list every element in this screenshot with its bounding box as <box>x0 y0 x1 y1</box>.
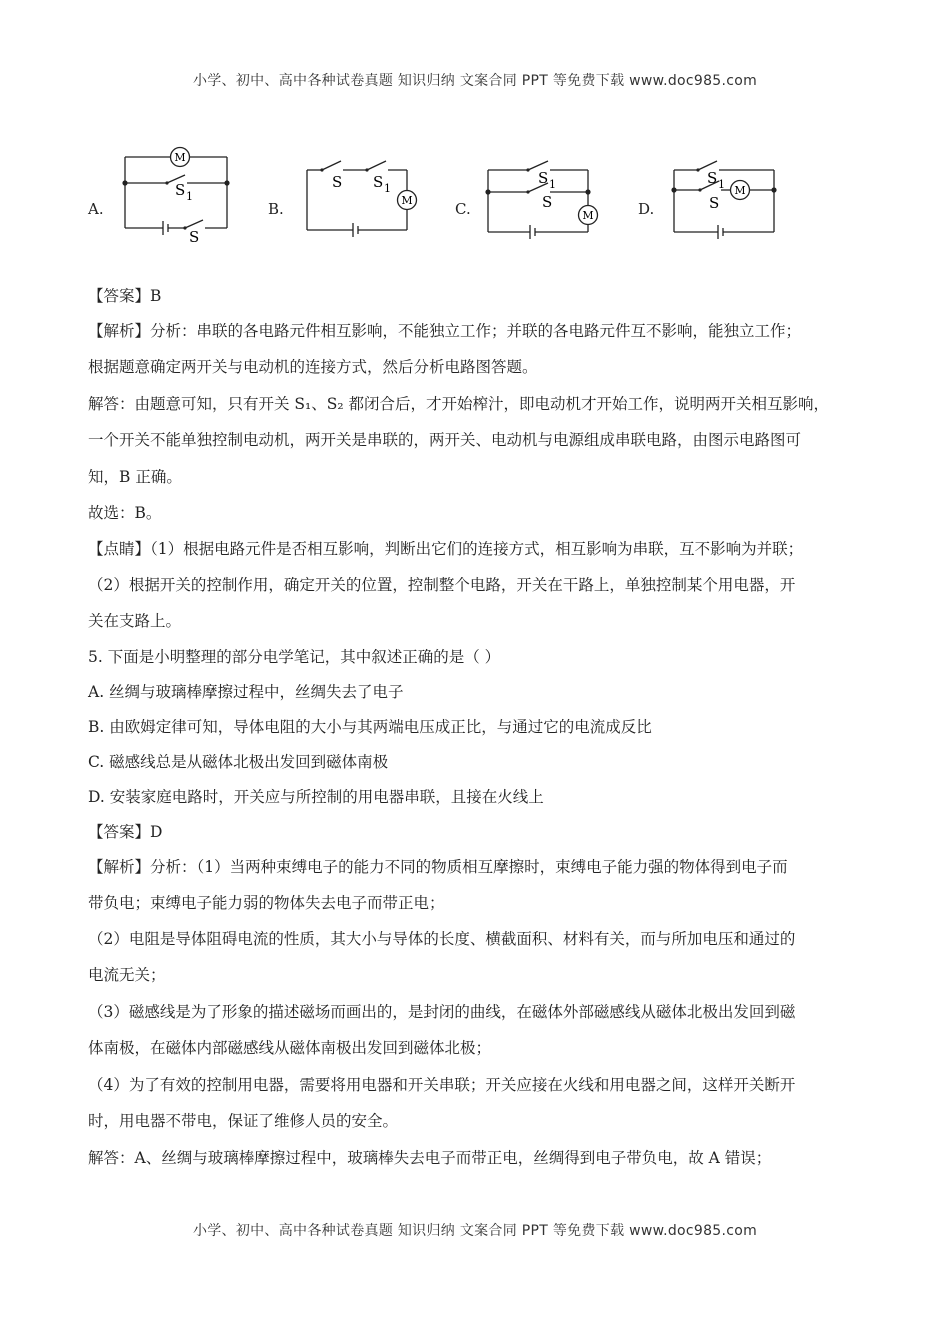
q5-analysis-line-2: 带负电；束缚电子能力弱的物体失去电子而带正电； <box>88 894 445 912</box>
q5-analysis-line-6: 体南极，在磁体内部磁感线从磁体南极出发回到磁体北极； <box>88 1039 492 1057</box>
circuit-diagram-a <box>115 140 240 245</box>
q5-option-a: A. 丝绸与玻璃棒摩擦过程中，丝绸失去了电子 <box>88 683 404 701</box>
switch-s-label-d: S <box>709 194 720 212</box>
motor-label-d: M <box>734 184 746 197</box>
q4-tip-line-3: 关在支路上。 <box>88 612 182 630</box>
q5-analysis-line-4: 电流无关； <box>88 966 166 984</box>
switch-s1-sub-b: 1 <box>384 182 391 195</box>
circuit-diagram-b <box>295 150 435 245</box>
page-header: 小学、初中、高中各种试卷真题 知识归纳 文案合同 PPT 等免费下载 www.doc985.com <box>192 73 758 89</box>
switch-s1-label-a: S <box>175 181 186 199</box>
q5-analysis-line-5: （3）磁感线是为了形象的描述磁场而画出的，是封闭的曲线，在磁体外部磁感线从磁体北极出发回到磁 <box>88 1003 796 1021</box>
motor-label-c: M <box>582 209 594 222</box>
switch-s1-sub-a: 1 <box>186 190 193 203</box>
q5-analysis-line-8: 时，用电器不带电，保证了维修人员的安全。 <box>88 1112 399 1130</box>
q4-tip-line-1: 【点睛】（1）根据电路元件是否相互影响，判断出它们的连接方式，相互影响为串联，互不影响为并联； <box>88 540 804 558</box>
q5-option-b: B. 由欧姆定律可知，导体电阻的大小与其两端电压成正比，与通过它的电流成反比 <box>88 718 652 736</box>
switch-s-label-b: S <box>332 173 343 191</box>
q4-analysis-line-1: 【解析】分析：串联的各电路元件相互影响，不能独立工作；并联的各电路元件互不影响，能独立工作； <box>88 322 802 340</box>
q5-option-d: D. 安装家庭电路时，开关应与所控制的用电器串联，且接在火线上 <box>88 788 544 806</box>
q4-answer: 【答案】B <box>88 287 162 305</box>
circuit-diagram-d <box>662 150 792 245</box>
switch-s1-label-b: S <box>373 173 384 191</box>
q4-solution-line-2: 一个开关不能单独控制电动机，两开关是串联的，两开关、电动机与电源组成串联电路，由图示电路图可 <box>88 431 802 449</box>
q5-stem: 5. 下面是小明整理的部分电学笔记，其中叙述正确的是（ ） <box>88 648 501 666</box>
q4-tip-line-2: （2）根据开关的控制作用，确定开关的位置，控制整个电路，开关在干路上，单独控制某个用电器，开 <box>88 576 796 594</box>
motor-label-a: M <box>174 151 186 164</box>
q4-solution-line-3: 知，B 正确。 <box>88 468 182 486</box>
q4-analysis-line-2: 根据题意确定两开关与电动机的连接方式，然后分析电路图答题。 <box>88 358 538 376</box>
switch-s-label-c: S <box>542 193 553 211</box>
switch-s1-sub-d: 1 <box>718 178 725 191</box>
q5-solution-line-1: 解答：A、丝绸与玻璃棒摩擦过程中，玻璃棒失去电子而带正电，丝绸得到电子带负电，故 A 错误； <box>88 1149 772 1167</box>
motor-label-b: M <box>401 194 413 207</box>
switch-s1-sub-c: 1 <box>549 178 556 191</box>
option-d-label: D. <box>638 200 655 218</box>
option-c-label: C. <box>455 200 471 218</box>
q5-answer: 【答案】D <box>88 823 163 841</box>
option-b-label: B. <box>268 200 284 218</box>
option-a-label: A. <box>88 200 104 218</box>
switch-s1-label-c: S <box>538 169 549 187</box>
circuit-options <box>0 140 950 255</box>
circuit-diagram-c <box>478 150 608 245</box>
switch-s-label-a: S <box>189 228 200 245</box>
q5-analysis-line-7: （4）为了有效的控制用电器，需要将用电器和开关串联；开关应接在火线和用电器之间，这样开关断开 <box>88 1076 796 1094</box>
q4-solution-line-1: 解答：由题意可知，只有开关 S₁、S₂ 都闭合后，才开始榨汁，即电动机才开始工作，说明两开关相互影响， <box>88 395 830 413</box>
q4-choice: 故选：B。 <box>88 504 162 522</box>
page-footer: 小学、初中、高中各种试卷真题 知识归纳 文案合同 PPT 等免费下载 www.doc985.com <box>192 1223 758 1239</box>
q5-option-c: C. 磁感线总是从磁体北极出发回到磁体南极 <box>88 753 389 771</box>
switch-s1-label-d: S <box>707 169 718 187</box>
q5-analysis-line-1: 【解析】分析：（1）当两种束缚电子的能力不同的物质相互摩擦时，束缚电子能力强的物体得到电子而 <box>88 858 788 876</box>
q5-analysis-line-3: （2）电阻是导体阻碍电流的性质，其大小与导体的长度、横截面积、材料有关，而与所加电压和通过的 <box>88 930 796 948</box>
